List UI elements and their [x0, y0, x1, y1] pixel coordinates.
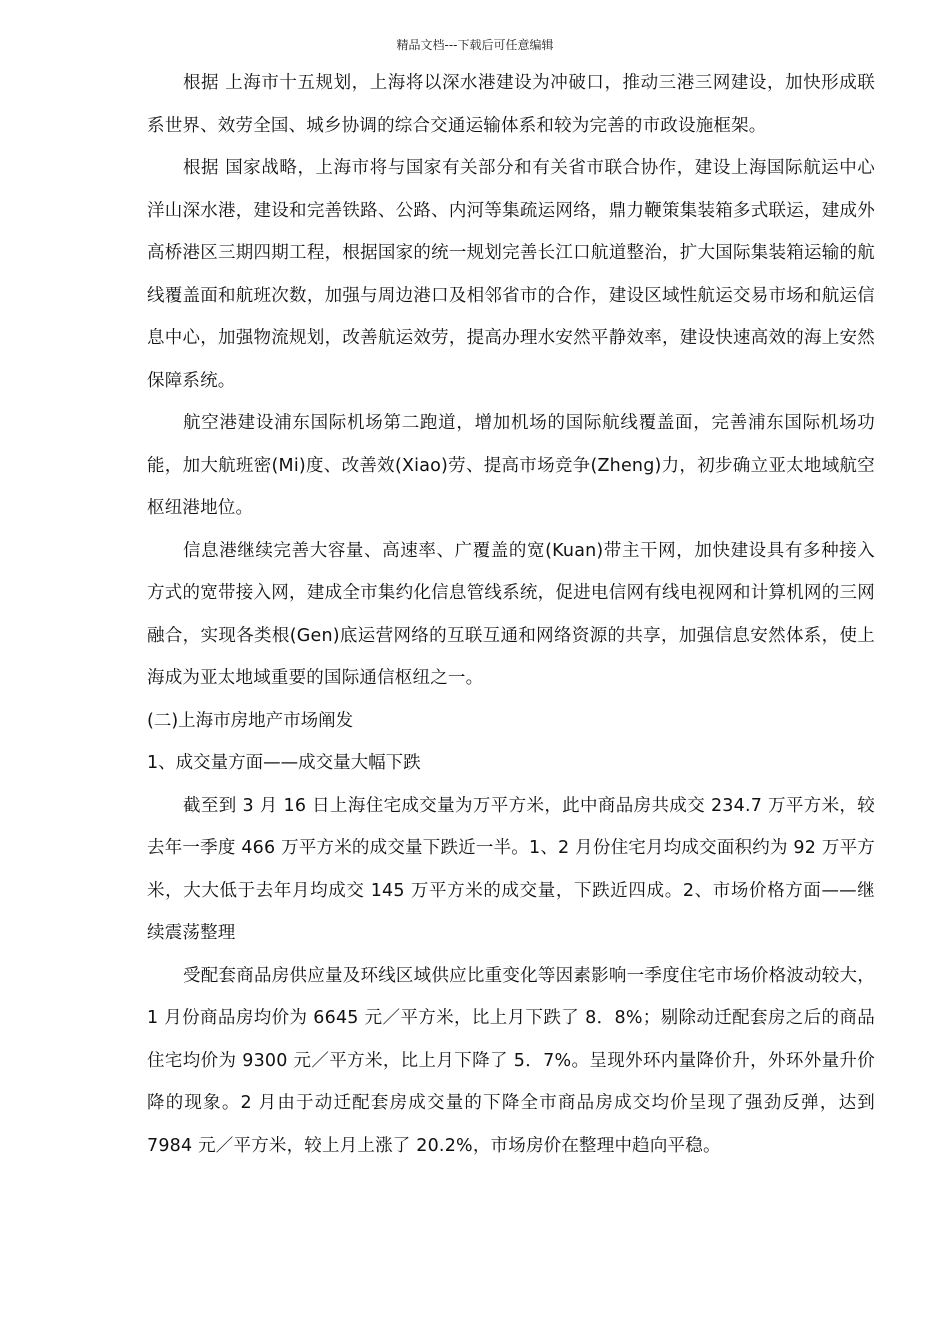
paragraph-shipping-center: 根据 国家战略，上海市将与国家有关部分和有关省市联合协作，建设上海国际航运中心洋山深水港，建设和完善铁路、公路、内河等集疏运网络，鼎力鞭策集装箱多式联运，建成外高桥港区三期四期工程，根据国家的统一规划完善长江口航道整治，扩大国际集装箱运输的航线覆盖面和航班次数，加强与周边港口及相邻省市的合作，建设区域性航运交易市场和航运信息中心，加强物流规划，改善航运效劳，提高办理水安然平静效率，建设快速高效的海上安然保障系统。 — [147, 158, 875, 391]
paragraph-market-price: 受配套商品房供应量及环线区域供应比重变化等因素影响一季度住宅市场价格波动较大，1 月份商品房均价为 6645 元／平方米，比上月下跌了 8．8%；剔除动迁配套房之后的商品住宅均价为 9300 元／平方米，比上月下降了 5．7%。呈现外环内量降价升，外环外量升价降的现象。2 月由于动迁配套房成交量的下降全市商品房成交均价呈现了强劲反弹，达到 7984 元／平方米，较上月上涨了 20.2%，市场房价在整理中趋向平稳。 — [147, 965, 875, 1156]
paragraph-airport: 航空港建设浦东国际机场第二跑道，增加机场的国际航线覆盖面，完善浦东国际机场功能，加大航班密(Mi)度、改善效(Xiao)劳、提高市场竞争(Zheng)力，初步确立亚太地域航空枢纽港地位。 — [147, 413, 875, 518]
paragraph-information-port: 信息港继续完善大容量、高速率、广覆盖的宽(Kuan)带主干网，加快建设具有多种接入方式的宽带接入网，建成全市集约化信息管线系统，促进电信网有线电视网和计算机网的三网融合，实现各类根(Gen)底运营网络的互联互通和网络资源的共享，加强信息安然体系，使上海成为亚太地域重要的国际通信枢纽之一。 — [147, 540, 875, 688]
subsection-heading: 1、成交量方面——成交量大幅下跌 — [147, 753, 421, 773]
paragraph-plan: 根据 上海市十五规划，上海将以深水港建设为冲破口，推动三港三网建设，加快形成联系世界、效劳全国、城乡协调的综合交通运输体系和较为完善的市政设施框架。 — [147, 73, 875, 136]
paragraph-transaction-volume: 截至到 3 月 16 日上海住宅成交量为万平方米，此中商品房共成交 234.7 万平方米，较去年一季度 466 万平方米的成交量下跌近一半。1、2 月份住宅月均成交面积约为 92 万平方米，大大低于去年月均成交 145 万平方米的成交量，下跌近四成。2、市场价格方面——继续震荡整理 — [147, 795, 875, 943]
section-heading: (二)上海市房地产市场阐发 — [147, 710, 354, 731]
document-body — [147, 62, 875, 1167]
page-header: 精品文档---下载后可任意编辑 — [396, 38, 554, 52]
